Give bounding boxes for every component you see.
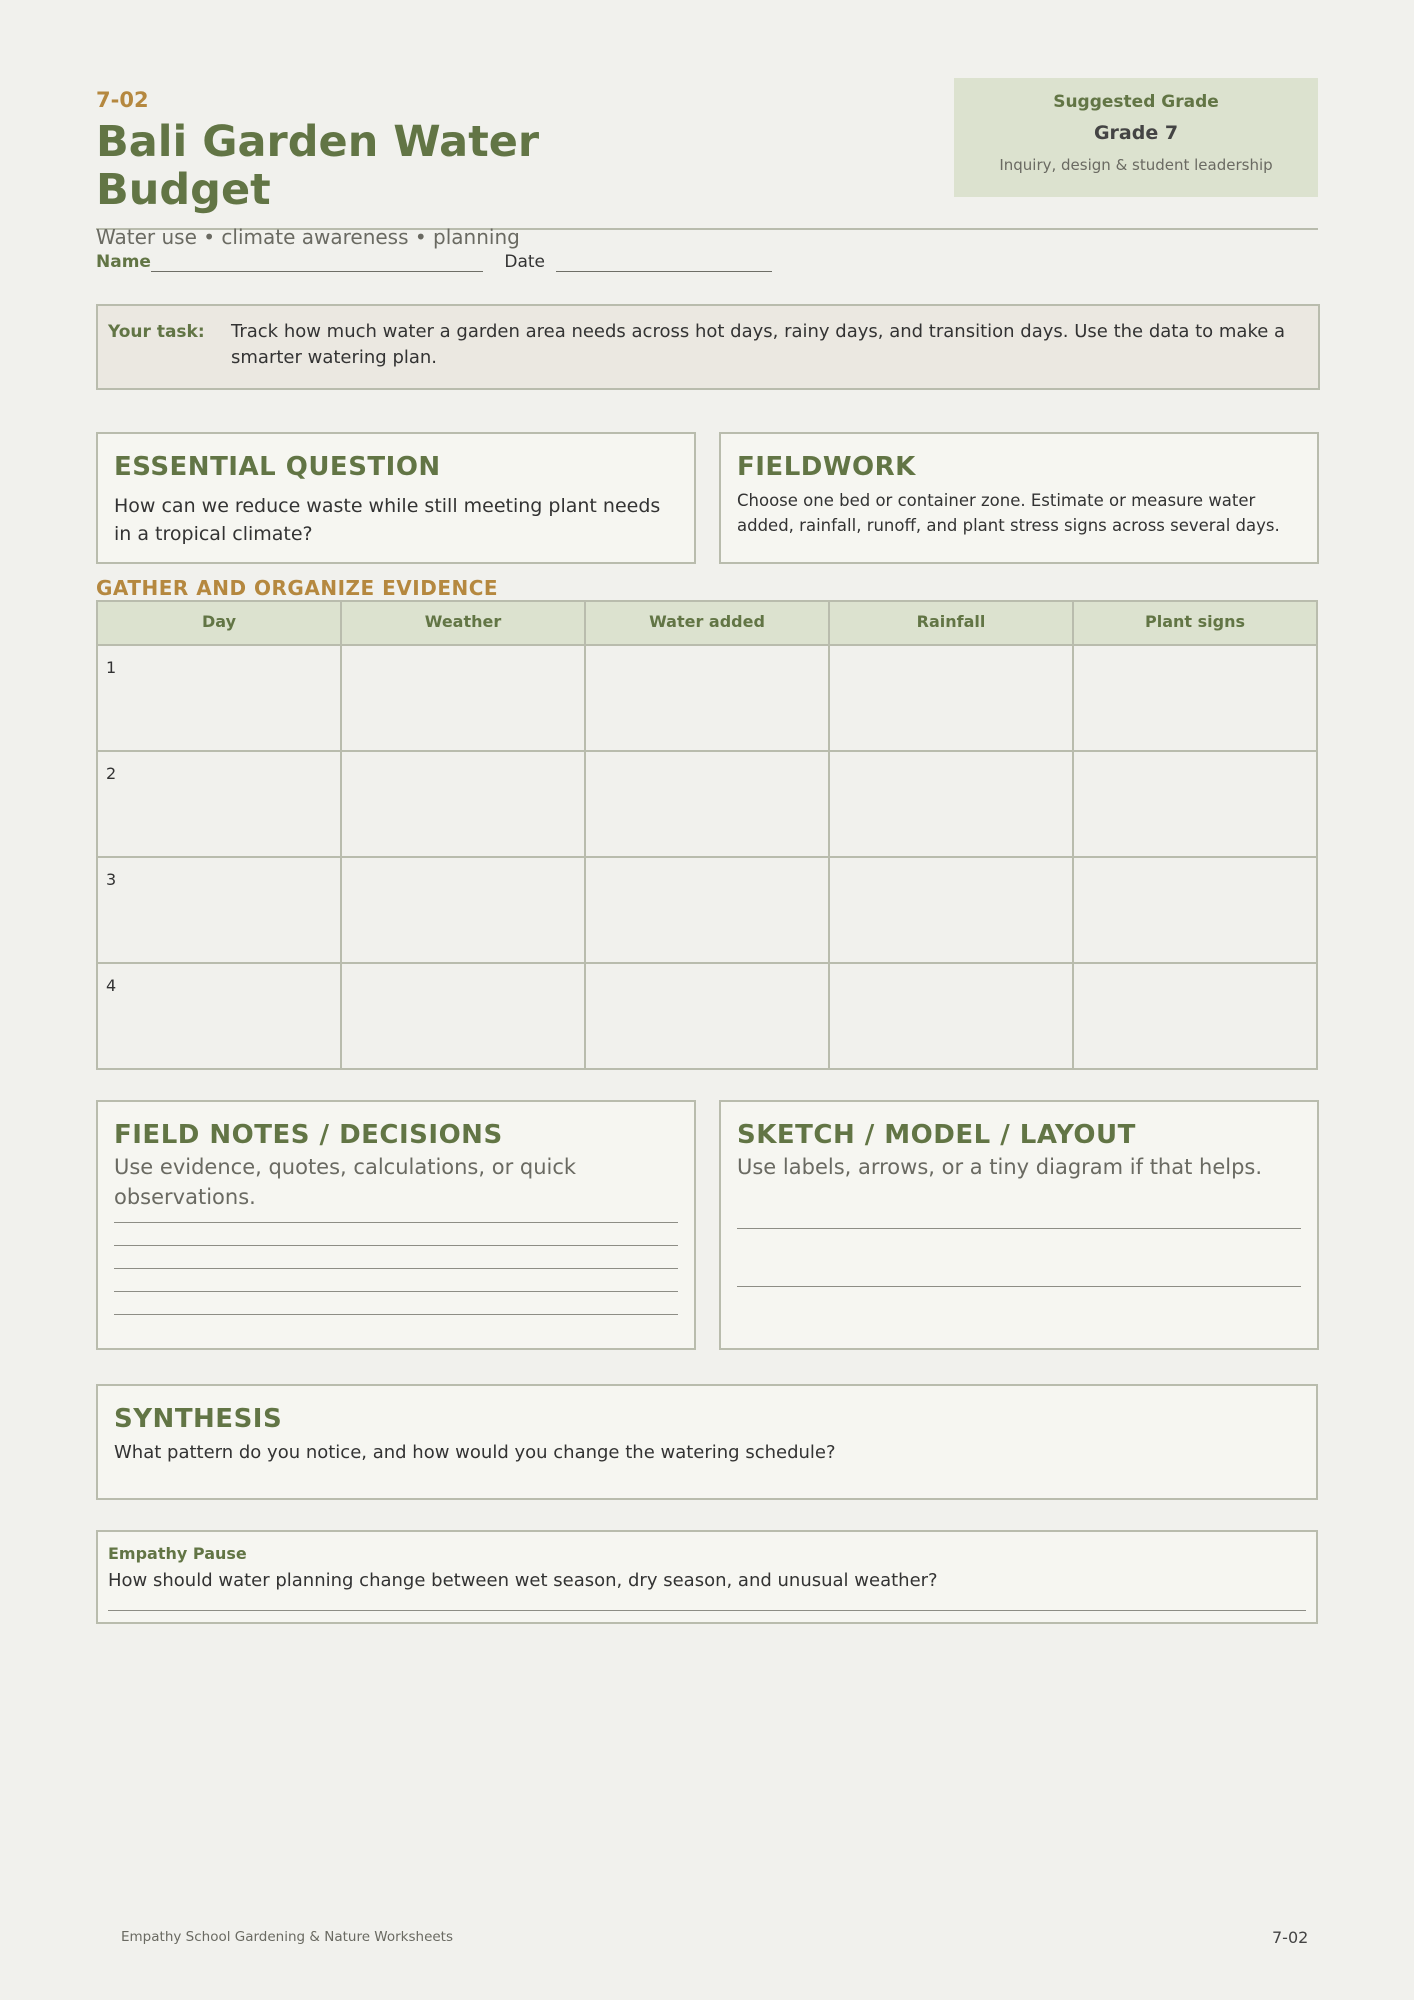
empathy-pause-card (96, 1530, 1318, 1624)
rainfall-cell[interactable] (829, 963, 1073, 1069)
field-notes-heading: FIELD NOTES / DECISIONS (114, 1120, 503, 1150)
day-cell: 4 (97, 963, 341, 1069)
weather-cell[interactable] (341, 645, 585, 751)
worksheet-title: Bali Garden Water Budget (96, 117, 540, 215)
rainfall-cell[interactable] (829, 645, 1073, 751)
fieldwork-card (719, 432, 1319, 564)
synthesis-heading: SYNTHESIS (114, 1404, 283, 1434)
plant-signs-cell[interactable] (1073, 963, 1317, 1069)
essential-question-text: How can we reduce waste while still meeting plant needs in a tropical climate? (114, 495, 661, 545)
water-added-cell[interactable] (585, 751, 829, 857)
footer-series-name: Empathy School Gardening & Nature Worksheets (121, 1929, 454, 1945)
writing-line[interactable] (108, 1610, 1306, 1611)
weather-cell[interactable] (341, 751, 585, 857)
water-added-cell[interactable] (585, 645, 829, 751)
fieldwork-heading: FIELDWORK (737, 452, 916, 482)
empathy-pause-text: How should water planning change between wet season, dry season, and unusual weather? (108, 1570, 938, 1591)
date-label: Date (504, 252, 545, 272)
plant-signs-cell[interactable] (1073, 751, 1317, 857)
water-added-cell[interactable] (585, 857, 829, 963)
essential-question-heading: ESSENTIAL QUESTION (114, 452, 441, 482)
water-added-cell[interactable] (585, 963, 829, 1069)
grade-label: Suggested Grade (1053, 92, 1219, 112)
empathy-pause-label: Empathy Pause (108, 1544, 247, 1563)
rainfall-cell[interactable] (829, 751, 1073, 857)
synthesis-card (96, 1384, 1318, 1500)
grade-value: Grade 7 (1093, 122, 1179, 144)
writing-line[interactable] (114, 1314, 678, 1315)
name-date-row (96, 252, 772, 272)
field-notes-subtext: Use evidence, quotes, calculations, or quick observations. (114, 1155, 577, 1209)
grade-box (954, 78, 1318, 197)
table-row (97, 645, 1317, 751)
name-label: Name (96, 252, 151, 272)
date-field[interactable] (556, 253, 772, 272)
writing-line[interactable] (114, 1268, 678, 1269)
table-row (97, 751, 1317, 857)
column-header-day: Day (97, 601, 341, 645)
task-label: Your task: (108, 322, 205, 342)
worksheet-subtitle: Water use • climate awareness • planning (96, 225, 520, 249)
table-row (97, 857, 1317, 963)
sketch-subtext: Use labels, arrows, or a tiny diagram if that helps. (737, 1155, 1263, 1179)
sketch-line[interactable] (737, 1286, 1301, 1287)
column-header-rainfall: Rainfall (829, 601, 1073, 645)
synthesis-text: What pattern do you notice, and how would you change the watering schedule? (114, 1442, 836, 1463)
task-box (96, 304, 1320, 390)
task-text: Track how much water a garden area needs across hot days, rainy days, and transition days. Use the data to make a smarter watering plan. (231, 321, 1286, 368)
sketch-heading: SKETCH / MODEL / LAYOUT (737, 1120, 1136, 1150)
day-cell: 2 (97, 751, 341, 857)
sketch-line[interactable] (737, 1228, 1301, 1229)
evidence-section-title: GATHER AND ORGANIZE EVIDENCE (96, 576, 499, 600)
day-cell: 1 (97, 645, 341, 751)
plant-signs-cell[interactable] (1073, 645, 1317, 751)
column-header-water-added: Water added (585, 601, 829, 645)
table-header-row (97, 601, 1317, 645)
essential-question-card (96, 432, 696, 564)
grade-note: Inquiry, design & student leadership (999, 156, 1273, 174)
sketch-card (719, 1100, 1319, 1350)
column-header-weather: Weather (341, 601, 585, 645)
field-notes-card (96, 1100, 696, 1350)
rainfall-cell[interactable] (829, 857, 1073, 963)
fieldwork-text: Choose one bed or container zone. Estimate or measure water added, rainfall, runoff, and plant stress signs across several days. (737, 491, 1280, 535)
writing-line[interactable] (114, 1291, 678, 1292)
writing-line[interactable] (114, 1222, 678, 1223)
worksheet-code: 7-02 (96, 88, 149, 112)
day-cell: 3 (97, 857, 341, 963)
writing-line[interactable] (114, 1245, 678, 1246)
evidence-table (96, 600, 1318, 1070)
footer-page-code: 7-02 (1272, 1928, 1309, 1947)
column-header-plant-signs: Plant signs (1073, 601, 1317, 645)
plant-signs-cell[interactable] (1073, 857, 1317, 963)
table-row (97, 963, 1317, 1069)
weather-cell[interactable] (341, 963, 585, 1069)
name-field[interactable] (151, 253, 483, 272)
weather-cell[interactable] (341, 857, 585, 963)
